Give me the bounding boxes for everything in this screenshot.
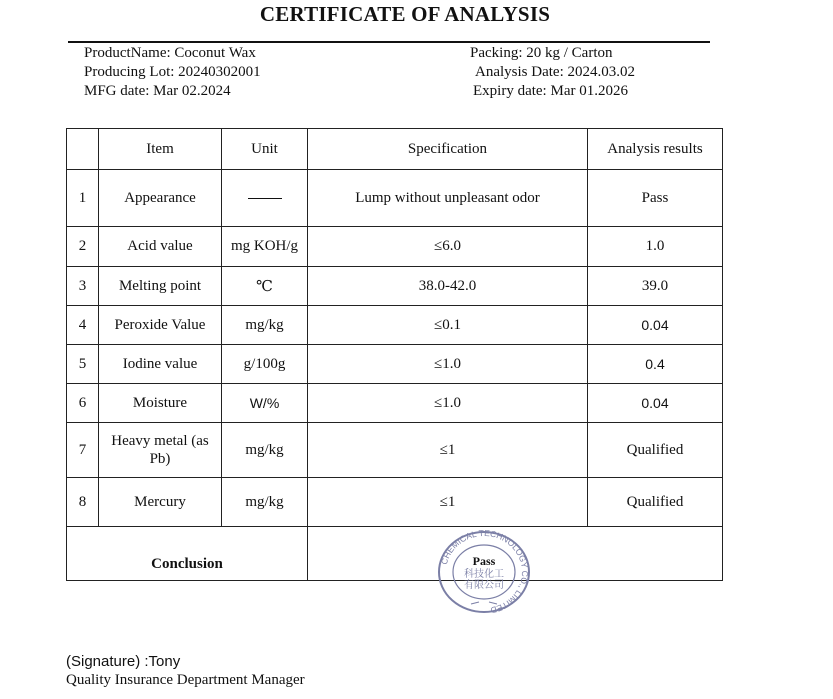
header-no [67, 129, 99, 170]
product-meta-left [84, 44, 261, 101]
row-unit: mg/kg [222, 423, 308, 478]
conclusion-label [67, 527, 308, 581]
signatory-role: Quality Insurance Department Manager [66, 672, 305, 688]
row-unit-dash [222, 170, 308, 227]
row-spec: ≤1.0 [308, 345, 588, 384]
row-unit: g/100g [222, 345, 308, 384]
analysis-table [66, 128, 723, 581]
expiry-date: Expiry date: Mar 01.2026 [473, 83, 628, 99]
row-result: 0.04 [588, 384, 723, 423]
row-unit: mg/kg [222, 478, 308, 527]
row-result: Qualified [588, 478, 723, 527]
header-specification: Specification [308, 129, 588, 170]
packing: Packing: 20 kg / Carton [470, 45, 613, 61]
table-row [67, 267, 723, 306]
row-unit: W/% [222, 384, 308, 423]
title-divider [68, 41, 710, 43]
seal-star-marks [471, 602, 497, 604]
row-item: Mercury [99, 478, 222, 527]
row-item: Moisture [99, 384, 222, 423]
row-result: Pass [588, 170, 723, 227]
row-item: Iodine value [99, 345, 222, 384]
conclusion-row [67, 527, 723, 581]
row-item: Acid value [99, 227, 222, 267]
document-title: CERTIFICATE OF ANALYSIS [259, 2, 551, 26]
row-item: Appearance [99, 170, 222, 227]
row-number: 6 [67, 384, 99, 423]
signature-line: (Signature) :Tony [66, 653, 181, 670]
table-row [67, 478, 723, 527]
row-spec: ≤1 [308, 423, 588, 478]
table-row [67, 384, 723, 423]
mfg-date: MFG date: Mar 02.2024 [84, 83, 231, 99]
row-number: 3 [67, 267, 99, 306]
product-meta-right [470, 44, 635, 101]
product-name: ProductName: Coconut Wax [84, 45, 256, 61]
row-spec: ≤0.1 [308, 306, 588, 345]
row-spec: Lump without unpleasant odor [308, 170, 588, 227]
row-result: 1.0 [588, 227, 723, 267]
signature-block [66, 652, 305, 690]
dash-mark [248, 198, 282, 199]
header-unit: Unit [222, 129, 308, 170]
table-row [67, 345, 723, 384]
analysis-date: Analysis Date: 2024.03.02 [475, 64, 635, 80]
seal-inner-text-2: 有限公司 [464, 580, 504, 591]
row-spec: ≤1.0 [308, 384, 588, 423]
table-row [67, 306, 723, 345]
row-item: Heavy metal (as Pb) [99, 423, 222, 478]
row-unit: mg KOH/g [222, 227, 308, 267]
row-result: 0.4 [588, 345, 723, 384]
table-row [67, 423, 723, 478]
seal-inner-text-1: 科技化工 [464, 569, 504, 580]
row-spec: ≤1 [308, 478, 588, 527]
row-number: 1 [67, 170, 99, 227]
seal-ring-text: CHEMICAL TECHNOLOGY CO., LIMITED [438, 527, 531, 616]
row-result: 0.04 [588, 306, 723, 345]
row-number: 4 [67, 306, 99, 345]
row-result: Qualified [588, 423, 723, 478]
row-number: 7 [67, 423, 99, 478]
row-number: 2 [67, 227, 99, 267]
header-item: Item [99, 129, 222, 170]
table-header-row [67, 129, 723, 170]
table-row [67, 227, 723, 267]
row-item: Peroxide Value [99, 306, 222, 345]
seal-result-text: Pass [472, 554, 496, 568]
producing-lot: Producing Lot: 20240302001 [84, 64, 261, 80]
row-spec: ≤6.0 [308, 227, 588, 267]
header-results: Analysis results [588, 129, 723, 170]
row-result: 39.0 [588, 267, 723, 306]
row-unit: ℃ [222, 267, 308, 306]
row-unit: mg/kg [222, 306, 308, 345]
row-spec: 38.0-42.0 [308, 267, 588, 306]
company-seal-stamp [433, 526, 535, 616]
row-number: 8 [67, 478, 99, 527]
row-number: 5 [67, 345, 99, 384]
table-row [67, 170, 723, 227]
conclusion-text: Conclusion [151, 556, 223, 572]
row-item: Melting point [99, 267, 222, 306]
